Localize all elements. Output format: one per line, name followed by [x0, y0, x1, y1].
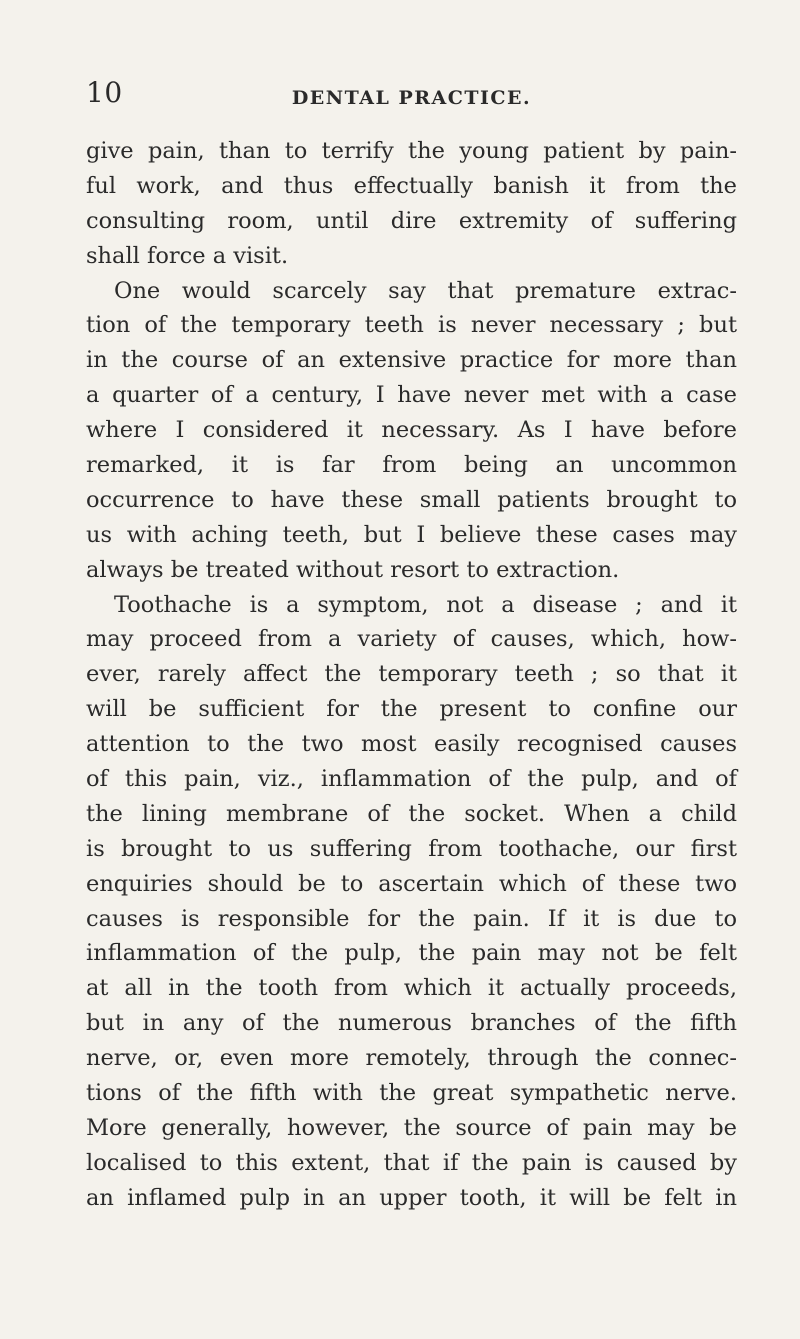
text-line: may proceed from a variety of causes, which, how- [86, 626, 737, 653]
text-line: nerve, or, even more remotely, through the connec- [86, 1045, 737, 1072]
text-line: always be treated without resort to extraction. [86, 556, 620, 583]
text-line: attention to the two most easily recognised causes [86, 731, 737, 758]
text-line: at all in the tooth from which it actually proceeds, [86, 975, 737, 1002]
text-line: a quarter of a century, I have never met with a case [86, 382, 737, 409]
text-line: occurrence to have these small patients brought to [86, 486, 737, 513]
text-line: where I considered it necessary. As I have before [86, 417, 737, 444]
text-line: More generally, however, the source of pain may be [86, 1114, 737, 1141]
text-line: inflammation of the pulp, the pain may not be felt [86, 940, 737, 967]
text-line: One would scarcely say that premature extrac- [114, 277, 737, 304]
text-line: ful work, and thus effectually banish it from the [86, 172, 737, 199]
text-line: localised to this extent, that if the pain is caused by [86, 1149, 737, 1176]
text-line: tion of the temporary teeth is never necessary ; but [86, 312, 737, 339]
text-line: will be sufficient for the present to confine our [86, 696, 737, 723]
text-line: the lining membrane of the socket. When a child [86, 800, 737, 827]
text-line: us with aching teeth, but I believe these cases may [86, 521, 737, 548]
body-text [86, 134, 737, 1216]
text-line: in the course of an extensive practice for more than [86, 347, 737, 374]
text-line: but in any of the numerous branches of the fifth [86, 1010, 737, 1037]
page-number: 10 [86, 76, 123, 109]
text-line: consulting room, until dire extremity of suffering [86, 207, 737, 234]
text-line: an inflamed pulp in an upper tooth, it will be felt in [86, 1184, 737, 1211]
text-line: give pain, than to terrify the young patient by pain- [86, 138, 737, 164]
text-line: shall force a visit. [86, 242, 289, 269]
text-line: Toothache is a symptom, not a disease ; and it [114, 591, 737, 618]
running-title: DENTAL PRACTICE. [291, 87, 532, 109]
text-line: tions of the fifth with the great sympathetic nerve. [86, 1080, 737, 1107]
text-line: is brought to us suffering from toothache, our first [86, 835, 737, 862]
running-head [86, 0, 737, 108]
text-line: remarked, it is far from being an uncommon [86, 452, 737, 479]
text-line: ever, rarely affect the temporary teeth ; so that it [86, 661, 737, 688]
text-line: of this pain, viz., inflammation of the pulp, and of [86, 766, 737, 793]
text-line: causes is responsible for the pain. If it is due to [86, 905, 737, 932]
text-line: enquiries should be to ascertain which of these two [86, 870, 737, 897]
